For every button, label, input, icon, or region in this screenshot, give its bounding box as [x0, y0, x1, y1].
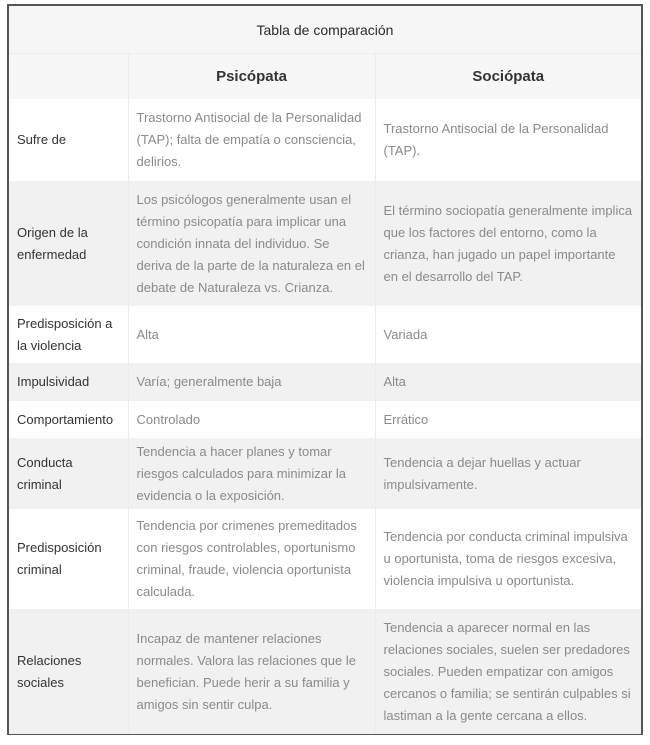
cell-psicopata: Trastorno Antisocial de la Personalidad (TAP); falta de empatía o consciencia, delirios. [128, 99, 375, 181]
row-label: Sufre de [9, 99, 128, 181]
table-row [9, 609, 641, 734]
row-label: Predisposición criminal [9, 509, 128, 609]
table-row [9, 363, 641, 401]
header-psicopata: Psicópata [128, 54, 375, 99]
table-row [9, 181, 641, 306]
table-row [9, 99, 641, 181]
table-row [9, 306, 641, 363]
table-row [9, 401, 641, 438]
cell-sociopata: Trastorno Antisocial de la Personalidad (TAP). [375, 99, 641, 181]
cell-psicopata: Tendencia por crimenes premeditados con riesgos controlables, oportunismo criminal, fraude, violencia oportunista calculada. [128, 509, 375, 609]
row-label: Comportamiento [9, 401, 128, 438]
row-label: Conducta criminal [9, 438, 128, 509]
cell-sociopata: El término sociopatía generalmente implica que los factores del entorno, como la crianza, han jugado un papel importante en el desarrollo del TAP. [375, 181, 641, 306]
row-label: Origen de la enfermedad [9, 181, 128, 306]
comparison-table [9, 54, 641, 734]
cell-psicopata: Tendencia a hacer planes y tomar riesgos calculados para minimizar la evidencia o la exposición. [128, 438, 375, 509]
row-label: Relaciones sociales [9, 609, 128, 734]
table-row [9, 509, 641, 609]
cell-psicopata: Incapaz de mantener relaciones normales. Valora las relaciones que le benefician. Puede herir a su familia y amigos sin sentir culpa. [128, 609, 375, 734]
comparison-table-frame [7, 4, 643, 735]
cell-sociopata: Tendencia a dejar huellas y actuar impulsivamente. [375, 438, 641, 509]
row-label: Impulsividad [9, 363, 128, 401]
row-label: Predisposición a la violencia [9, 306, 128, 363]
cell-sociopata: Tendencia a aparecer normal en las relaciones sociales, suelen ser predadores sociales. Pueden empatizar con amigos cercanos o familia; se sentirán culpables si lastiman a la gente cercana a ellos. [375, 609, 641, 734]
cell-sociopata: Alta [375, 363, 641, 401]
cell-sociopata: Variada [375, 306, 641, 363]
cell-psicopata: Varía; generalmente baja [128, 363, 375, 401]
header-empty [9, 54, 128, 99]
cell-psicopata: Los psicólogos generalmente usan el término psicopatía para implicar una condición innata del individuo. Se deriva de la parte de la naturaleza en el debate de Naturaleza vs. Crianza. [128, 181, 375, 306]
header-row [9, 54, 641, 99]
cell-psicopata: Controlado [128, 401, 375, 438]
table-title: Tabla de comparación [9, 6, 641, 54]
table-row [9, 438, 641, 509]
header-sociopata: Sociópata [375, 54, 641, 99]
cell-sociopata: Errático [375, 401, 641, 438]
cell-sociopata: Tendencia por conducta criminal impulsiva u oportunista, toma de riesgos excesiva, violencia impulsiva u oportunista. [375, 509, 641, 609]
cell-psicopata: Alta [128, 306, 375, 363]
